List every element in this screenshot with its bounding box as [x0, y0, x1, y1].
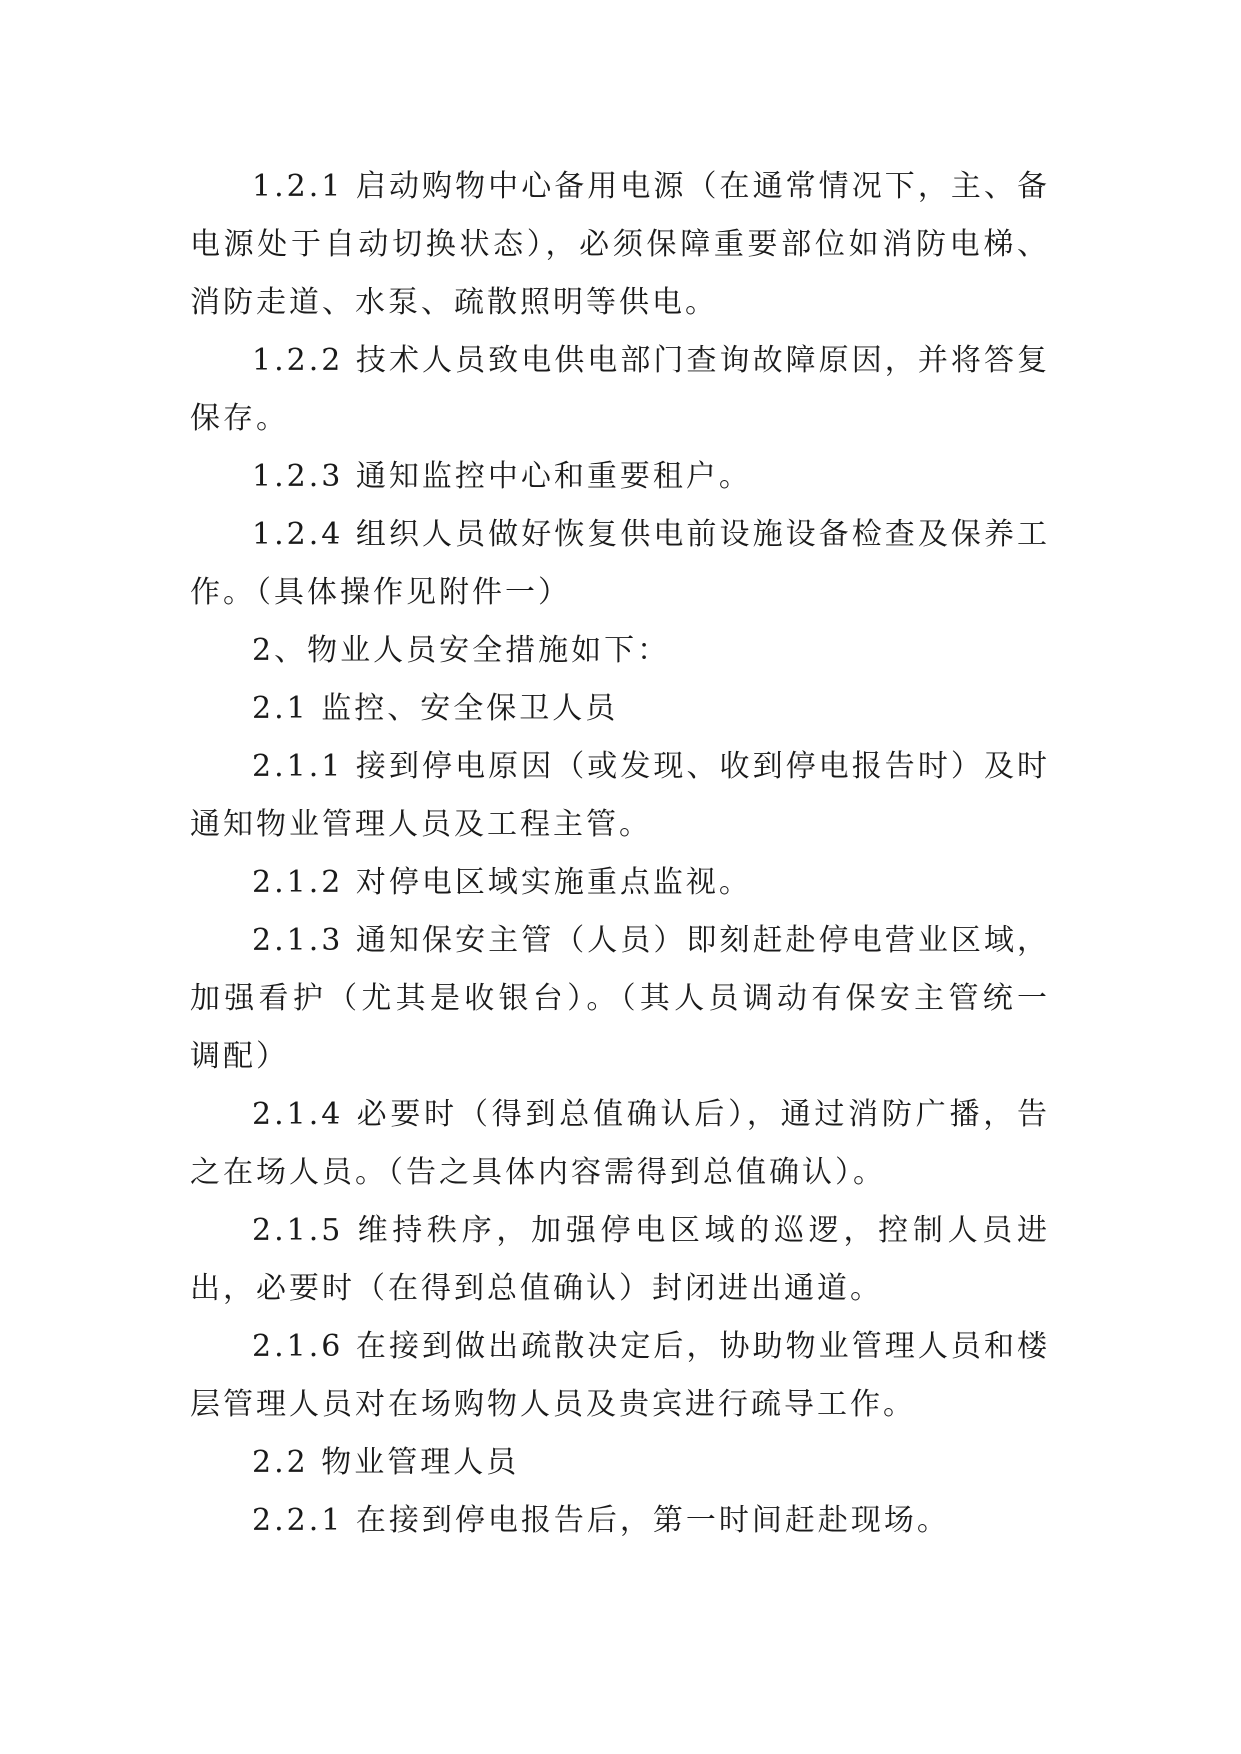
section-heading-2: 2、物业人员安全措施如下： — [252, 633, 671, 668]
paragraph-1-2-2: 1.2.2 技术人员致电供电部门查询故障原因，并将答复保存。 — [190, 343, 1050, 436]
paragraph-2-1-6: 2.1.6 在接到做出疏散决定后，协助物业管理人员和楼层管理人员对在场购物人员及贵宾进行疏导工作。 — [190, 1329, 1050, 1422]
subsection-heading-2-1: 2.1 监控、安全保卫人员 — [252, 691, 619, 726]
paragraph-2-1-4: 2.1.4 必要时（得到总值确认后），通过消防广播，告之在场人员。（告之具体内容需得到总值确认）。 — [190, 1097, 1050, 1190]
paragraph-2-1-5: 2.1.5 维持秩序，加强停电区域的巡逻，控制人员进出，必要时（在得到总值确认）封闭进出通道。 — [190, 1213, 1050, 1306]
paragraph-2-2-1: 2.2.1 在接到停电报告后，第一时间赶赴现场。 — [252, 1503, 950, 1538]
paragraph-2-1-3: 2.1.3 通知保安主管（人员）即刻赶赴停电营业区域，加强看护（尤其是收银台）。（其人员调动有保安主管统一调配） — [190, 923, 1050, 1074]
document-body — [190, 158, 1050, 1550]
paragraph-1-2-1: 1.2.1 启动购物中心备用电源（在通常情况下，主、备电源处于自动切换状态），必须保障重要部位如消防电梯、消防走道、水泵、疏散照明等供电。 — [190, 169, 1050, 320]
paragraph-1-2-4: 1.2.4 组织人员做好恢复供电前设施设备检查及保养工作。（具体操作见附件一） — [190, 517, 1050, 610]
paragraph-2-1-1: 2.1.1 接到停电原因（或发现、收到停电报告时）及时通知物业管理人员及工程主管。 — [190, 749, 1050, 842]
subsection-heading-2-2: 2.2 物业管理人员 — [252, 1445, 520, 1480]
paragraph-1-2-3: 1.2.3 通知监控中心和重要租户。 — [252, 459, 752, 494]
paragraph-2-1-2: 2.1.2 对停电区域实施重点监视。 — [252, 865, 752, 900]
